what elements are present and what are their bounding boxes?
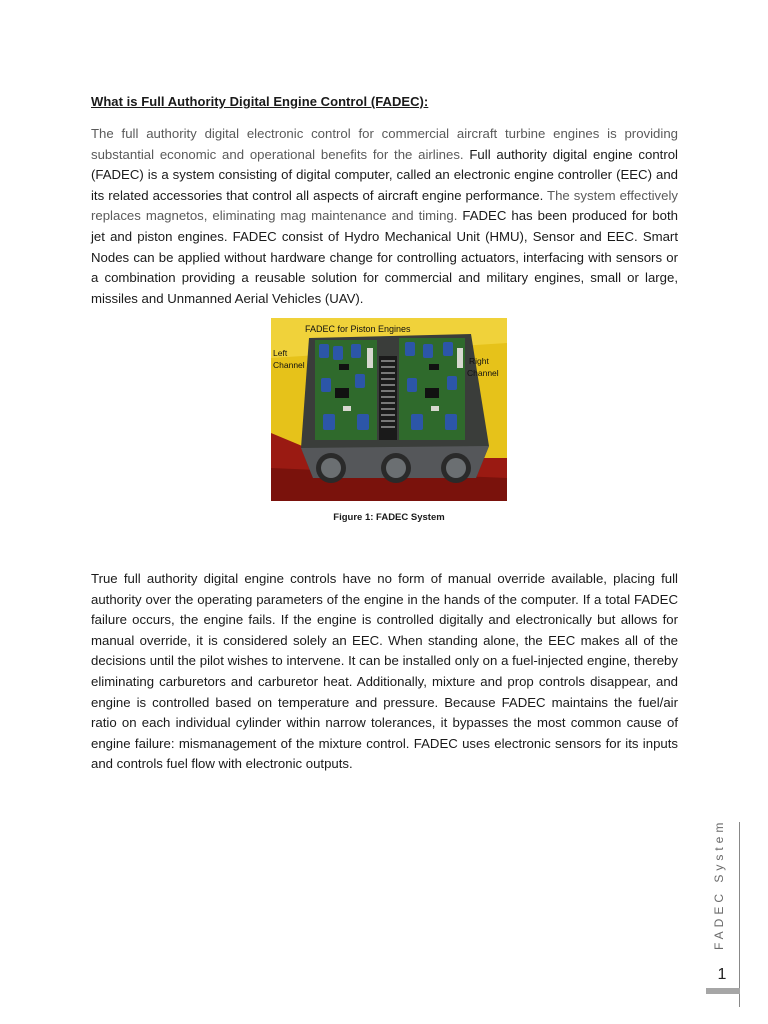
page-number: 1: [717, 966, 727, 983]
running-title: [712, 818, 736, 950]
intro-sentence-3: The system effectively replaces magnetos, eliminating mag maintenance and timing.: [91, 187, 678, 224]
right-label-line1: Right: [469, 356, 489, 366]
left-label-line1: Left: [273, 348, 288, 358]
left-label-line2: Channel: [273, 360, 305, 370]
figure-title: FADEC for Piston Engines: [305, 324, 411, 334]
footer-divider: [739, 822, 740, 1007]
right-label-line2: Channel: [467, 368, 499, 378]
fadec-photo: [271, 318, 507, 501]
figure-caption: Figure 1: FADEC System: [333, 512, 445, 523]
section-heading: What is Full Authority Digital Engine Control (FADEC):: [91, 94, 429, 109]
body-paragraph: True full authority digital engine controls have no form of manual override available, placing full authority over the operating parameters of the engine in the hands of the computer. If a total FADEC failure occurs, the engine fails. If the engine is controlled digitally and electronically but allows for manual override, it is considered solely an EEC. When standing alone, the EEC makes all of the decisions until the pilot wishes to intervene. It can be installed only on a fuel-injected engine, thereby eliminating carburetors and carburetor heat. Additionally, mixture and prop controls disappear, and engine is controlled based on temperature and pressure. Because FADEC maintains the fuel/air ratio on each individual cylinder within narrow tolerances, it bypasses the most common cause of engine failure: mismanagement of the mixture control. FADEC uses electronic sensors for its inputs and controls fuel flow with electronic outputs.: [91, 571, 678, 772]
page-number-bar: [706, 988, 740, 994]
running-title-text: FADEC System: [712, 818, 726, 950]
intro-sentence-4: FADEC has been produced for both jet and piston engines. FADEC consist of Hydro Mechanical Unit (HMU), Sensor and EEC. Smart Nodes can be applied without hardware change for controlling actuators, interfacing with sensors or a combination providing a reusable solution for commercial and military engines, small or large, missiles and Unmanned Aerial Vehicles (UAV).: [91, 208, 678, 306]
intro-sentence-1: The full authority digital electronic control for commercial aircraft turbine engines is providing substantial economic and operational benefits for the airlines.: [91, 126, 678, 162]
intro-paragraph: [91, 124, 678, 309]
intro-sentence-2: Full authority digital engine control (FADEC) is a system consisting of digital computer, called an electronic engine controller (EEC) and its related accessories that control all aspects of aircraft engine performance.: [91, 146, 678, 203]
